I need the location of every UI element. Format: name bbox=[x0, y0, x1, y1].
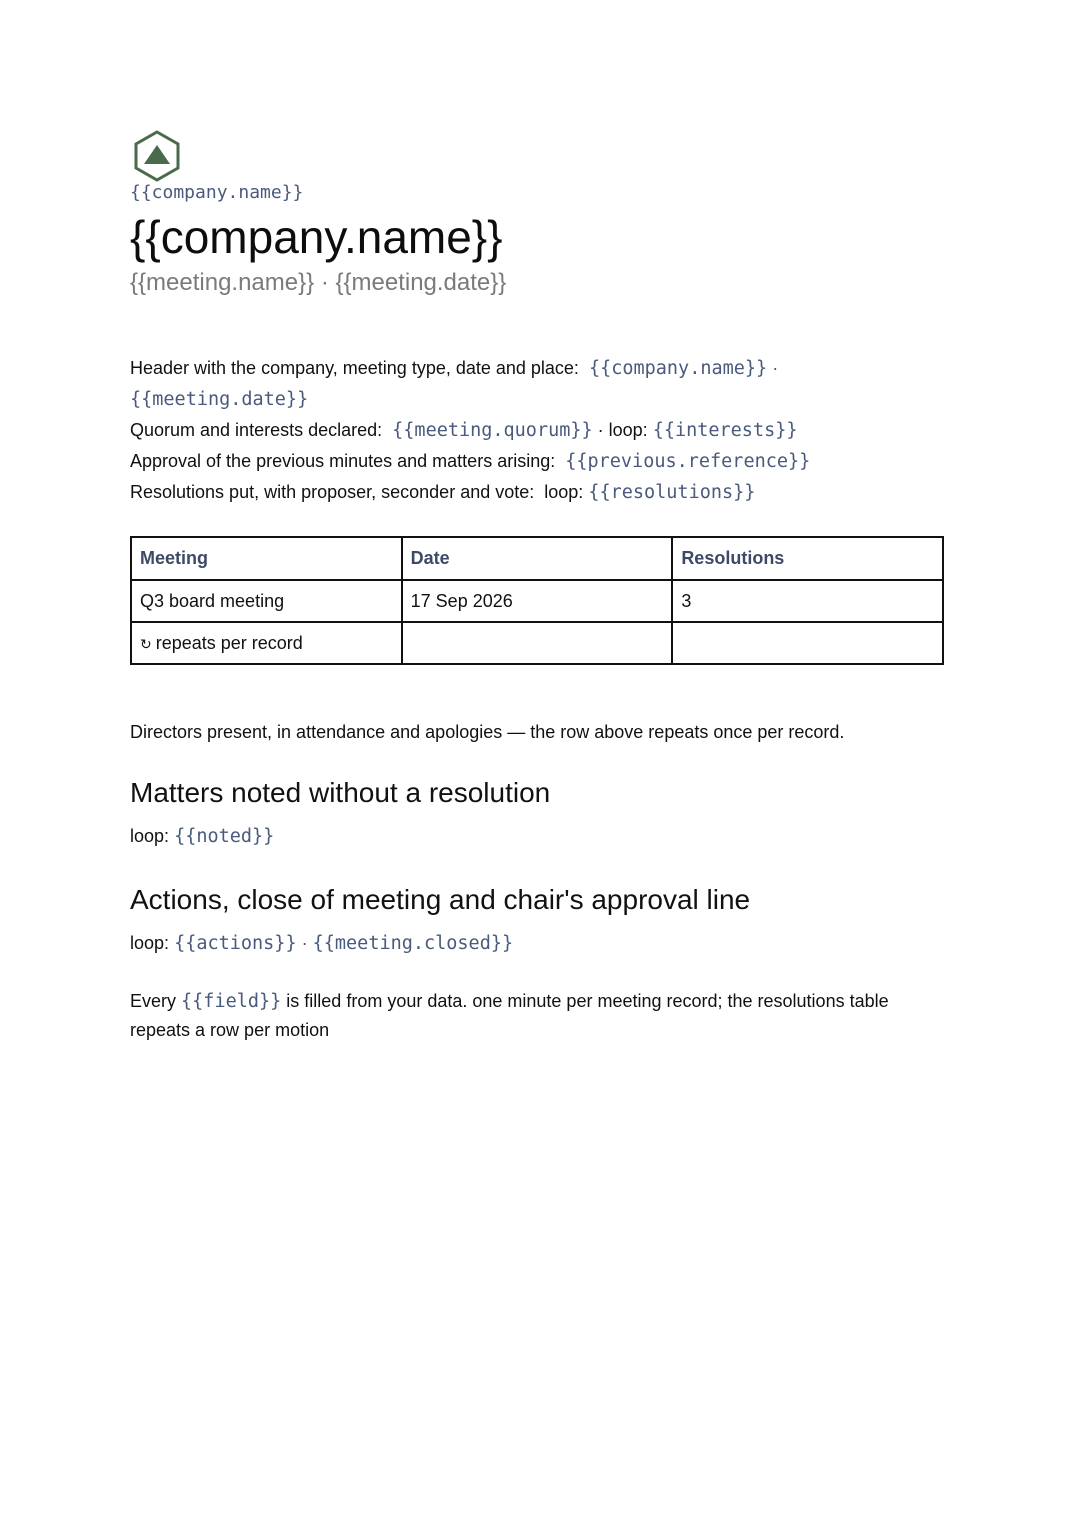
document-subtitle: {{meeting.name}} · {{meeting.date}} bbox=[130, 269, 507, 296]
field-token: {{interests}} bbox=[652, 420, 798, 441]
field-line-previous bbox=[130, 446, 945, 477]
column-header-resolutions: Resolutions bbox=[672, 537, 943, 580]
document-page bbox=[130, 130, 945, 1044]
field-label: Resolutions put, with proposer, seconder and vote: bbox=[130, 482, 535, 502]
table-header-row bbox=[131, 537, 943, 580]
field-separator: · bbox=[301, 933, 308, 953]
repeat-label: repeats per record bbox=[155, 632, 303, 653]
field-separator: · bbox=[772, 358, 779, 378]
field-separator: · loop: bbox=[597, 420, 648, 440]
field-token: {{meeting.date}} bbox=[130, 389, 309, 410]
loop-label: loop: bbox=[130, 933, 170, 953]
field-label: Quorum and interests declared: bbox=[130, 420, 383, 440]
table-note: Directors present, in attendance and apologies — the row above repeats once per record. bbox=[130, 722, 845, 742]
repeat-icon: ↻ bbox=[140, 635, 152, 652]
table-repeat-row bbox=[131, 622, 943, 664]
field-token: {{resolutions}} bbox=[588, 482, 756, 503]
field-line-resolutions bbox=[130, 477, 945, 508]
resolutions-table bbox=[130, 536, 944, 665]
field-label: Approval of the previous minutes and matters arising: bbox=[130, 451, 556, 471]
loop-line-actions bbox=[130, 930, 945, 957]
loop-label: loop: bbox=[130, 826, 170, 846]
field-token: {{meeting.closed}} bbox=[312, 933, 514, 954]
column-header-date: Date bbox=[402, 537, 673, 580]
field-label: Header with the company, meeting type, date and place: bbox=[130, 358, 579, 378]
section-heading-noted: Matters noted without a resolution bbox=[130, 777, 551, 808]
logo-caption: {{company.name}} bbox=[130, 182, 304, 203]
field-token: {{field}} bbox=[181, 991, 282, 1012]
table-cell-date: 17 Sep 2026 bbox=[402, 580, 673, 622]
field-token: {{company.name}} bbox=[588, 358, 768, 379]
loop-label: loop: bbox=[544, 482, 584, 502]
field-token: {{meeting.quorum}} bbox=[392, 420, 593, 441]
footer-prefix: Every bbox=[130, 991, 177, 1011]
field-token: {{actions}} bbox=[174, 933, 297, 954]
table-cell-resolutions: 3 bbox=[672, 580, 943, 622]
field-list bbox=[130, 353, 945, 508]
footer-suffix: is filled from your data. one minute per meeting record; the resolutions table repeats a row per motion bbox=[130, 991, 889, 1040]
table-cell-empty bbox=[672, 622, 943, 664]
field-line-quorum bbox=[130, 415, 945, 446]
field-token: {{noted}} bbox=[174, 826, 275, 847]
document-title: {{company.name}} bbox=[130, 211, 503, 263]
section-heading-actions: Actions, close of meeting and chair's approval line bbox=[130, 884, 751, 915]
hexagon-triangle-logo-icon bbox=[132, 130, 182, 182]
table-cell-empty bbox=[402, 622, 673, 664]
table-row bbox=[131, 580, 943, 622]
footer-note bbox=[130, 987, 930, 1044]
loop-line-noted bbox=[130, 823, 945, 850]
field-line-header bbox=[130, 353, 945, 415]
repeat-cell bbox=[131, 622, 402, 664]
column-header-meeting: Meeting bbox=[131, 537, 402, 580]
table-cell-meeting: Q3 board meeting bbox=[131, 580, 402, 622]
field-token: {{previous.reference}} bbox=[565, 451, 811, 472]
